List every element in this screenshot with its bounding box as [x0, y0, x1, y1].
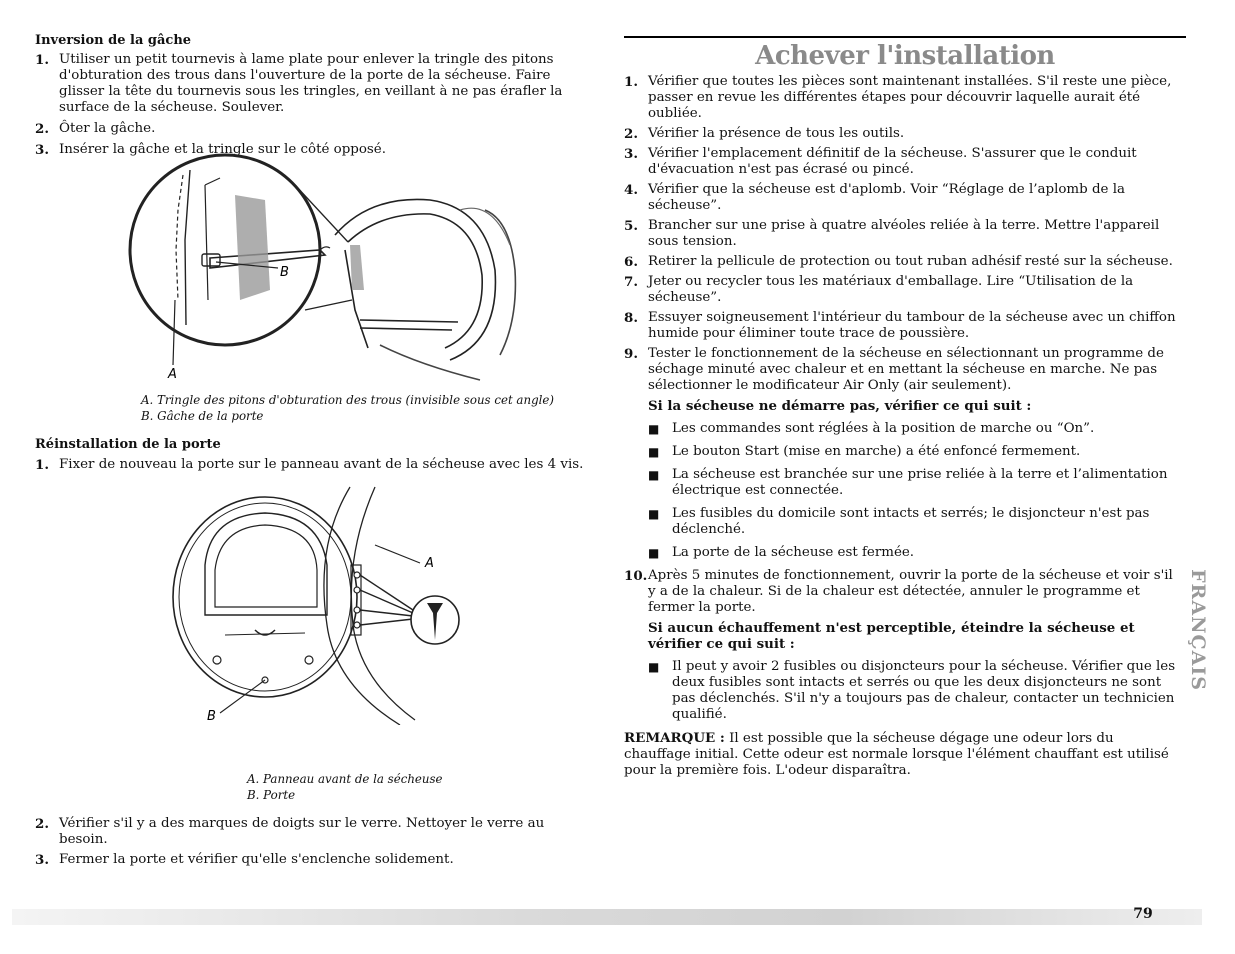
- list-item: [624, 310, 1184, 342]
- list-item: [35, 816, 595, 848]
- step-number: 1.: [624, 74, 638, 90]
- step-text: Fermer la porte et vérifier qu'elle s'enclenche solidement.: [59, 852, 454, 867]
- step-text: Après 5 minutes de fonctionnement, ouvrir la porte de la sécheuse et voir s'il y a de la chaleur. Si de la chaleur est détectée, annuler le programme et fermer la porte.: [648, 568, 1173, 615]
- list-item: [624, 568, 1184, 723]
- figure1-label-a: A: [168, 367, 177, 382]
- finish-install-content: [624, 74, 1184, 779]
- section-heading-strike-reversal: Inversion de la gâche: [35, 33, 192, 48]
- step-text: Insérer la gâche et la tringle sur le côté opposé.: [59, 142, 386, 157]
- step-number: 5.: [624, 218, 638, 234]
- list-item: [624, 146, 1184, 178]
- check2-heading: Si aucun échauffement n'est perceptible, éteindre la sécheuse et vérifier ce qui suit :: [648, 620, 1135, 652]
- door-reinstall-steps: [35, 457, 595, 473]
- remark-label: REMARQUE :: [624, 730, 725, 746]
- step-number: 10.: [624, 568, 648, 584]
- step-number: 1.: [35, 52, 49, 68]
- figure1-caption: [141, 392, 554, 424]
- check2-list: [624, 659, 1184, 723]
- check1-heading: Si la sécheuse ne démarre pas, vérifier ce qui suit :: [648, 398, 1032, 414]
- list-item: [35, 52, 595, 116]
- step-number: 7.: [624, 274, 638, 290]
- step-text: Retirer la pellicule de protection ou tout ruban adhésif resté sur la sécheuse.: [648, 254, 1173, 269]
- list-item: ■ Il peut y avoir 2 fusibles ou disjoncteurs pour la sécheuse. Vérifier que les deux fusibles sont intacts et serrés ou que les deux disjoncteurs ne sont pas déclenchés. S'il n'y a toujours pas de chaleur, contacter un technicien qualifié.: [648, 659, 1184, 723]
- list-item: [624, 274, 1184, 306]
- list-item: [624, 346, 1184, 561]
- step-text: Fixer de nouveau la porte sur le panneau avant de la sécheuse avec les 4 vis.: [59, 457, 584, 472]
- step-number: 9.: [624, 346, 638, 362]
- caption-b: B. Gâche de la porte: [141, 409, 264, 423]
- list-item: ■ La sécheuse est branchée sur une prise reliée à la terre et l’alimentation électrique est connectée.: [648, 467, 1184, 499]
- step-text: Jeter ou recycler tous les matériaux d'emballage. Lire “Utilisation de la sécheuse”.: [648, 274, 1134, 305]
- caption-b: B. Porte: [247, 788, 296, 802]
- door-reinstall-illustration: [165, 485, 485, 725]
- step-number: 6.: [624, 254, 638, 270]
- step-number: 3.: [35, 142, 49, 158]
- step-number: 3.: [35, 852, 49, 868]
- step-number: 8.: [624, 310, 638, 326]
- step-text: Ôter la gâche.: [59, 121, 156, 136]
- figure2-caption: [247, 771, 443, 803]
- step-number: 3.: [624, 146, 638, 162]
- step-text: Essuyer soigneusement l'intérieur du tambour de la sécheuse avec un chiffon humide pour éliminer toute trace de poussière.: [648, 310, 1176, 341]
- step-text: Vérifier l'emplacement définitif de la sécheuse. S'assurer que le conduit d'évacuation n'est pas écrasé ou pincé.: [648, 146, 1137, 177]
- check1-list: [624, 421, 1184, 561]
- step-text: Vérifier s'il y a des marques de doigts sur le verre. Nettoyer le verre au besoin.: [59, 816, 545, 847]
- step-number: 1.: [35, 457, 49, 473]
- step-number: 2.: [35, 121, 49, 137]
- step-text: Utiliser un petit tournevis à lame plate pour enlever la tringle des pitons d'obturation des trous dans l'ouverture de la porte de la sécheuse. Faire glisser la tête du tournevis sous les tringles, en veillant à ne pas érafler la surface de la sécheuse. Soulever.: [59, 52, 563, 115]
- remark-text: Il est possible que la sécheuse dégage une odeur lors du chauffage initial. Cette odeur est normale lorsque l'élément chauffant est utilisé pour la première fois. L'odeur disparaîtra.: [624, 731, 1169, 778]
- footer-bar: [12, 909, 1202, 925]
- section-heading-door-reinstall: Réinstallation de la porte: [35, 437, 221, 452]
- list-item: [624, 218, 1184, 250]
- door-reinstall-steps-cont: [35, 816, 595, 868]
- figure2-label-a: A: [425, 556, 434, 571]
- step-text: Vérifier la présence de tous les outils.: [648, 126, 905, 141]
- list-item: [624, 74, 1184, 122]
- step-text: Brancher sur une prise à quatre alvéoles reliée à la terre. Mettre l'appareil sous tension.: [648, 218, 1160, 249]
- page-number: 79: [1133, 906, 1153, 922]
- list-item: [624, 126, 1184, 142]
- list-item: ■ Le bouton Start (mise en marche) a été enfoncé fermement.: [648, 444, 1184, 460]
- figure1-label-b: B: [280, 265, 289, 280]
- strike-reversal-steps: [35, 52, 595, 158]
- list-item: [35, 852, 595, 868]
- step-number: 4.: [624, 182, 638, 198]
- figure2-label-b: B: [207, 709, 216, 724]
- side-tab-label: FRANÇAIS: [1187, 569, 1209, 691]
- list-item: ■ La porte de la sécheuse est fermée.: [648, 545, 1184, 561]
- list-item: ■ Les commandes sont réglées à la position de marche ou “On”.: [648, 421, 1184, 437]
- step-text: Vérifier que la sécheuse est d'aplomb. Voir “Réglage de l’aplomb de la sécheuse”.: [648, 182, 1125, 213]
- finish-install-steps: [624, 74, 1184, 723]
- list-item: [35, 457, 595, 473]
- door-strike-illustration: [120, 150, 520, 385]
- language-side-tab: [1179, 569, 1217, 691]
- step-number: 2.: [624, 126, 638, 142]
- step-text: Tester le fonctionnement de la sécheuse en sélectionnant un programme de séchage minuté avec chaleur et en mettant la sécheuse en marche. Ne pas sélectionner le modificateur Air Only (air seulement).: [648, 346, 1164, 393]
- page-title: Achever l'installation: [624, 36, 1186, 71]
- list-item: [624, 182, 1184, 214]
- caption-a: A. Tringle des pitons d'obturation des trous (invisible sous cet angle): [141, 393, 554, 407]
- step-text: Vérifier que toutes les pièces sont maintenant installées. S'il reste une pièce, passer en revue les différentes étapes pour découvrir laquelle aurait été oubliée.: [648, 74, 1172, 121]
- remark: [624, 730, 1184, 779]
- step-number: 2.: [35, 816, 49, 832]
- caption-a: A. Panneau avant de la sécheuse: [247, 772, 443, 786]
- list-item: [624, 254, 1184, 270]
- list-item: ■ Les fusibles du domicile sont intacts et serrés; le disjoncteur n'est pas déclenché.: [648, 506, 1184, 538]
- list-item: [35, 121, 595, 137]
